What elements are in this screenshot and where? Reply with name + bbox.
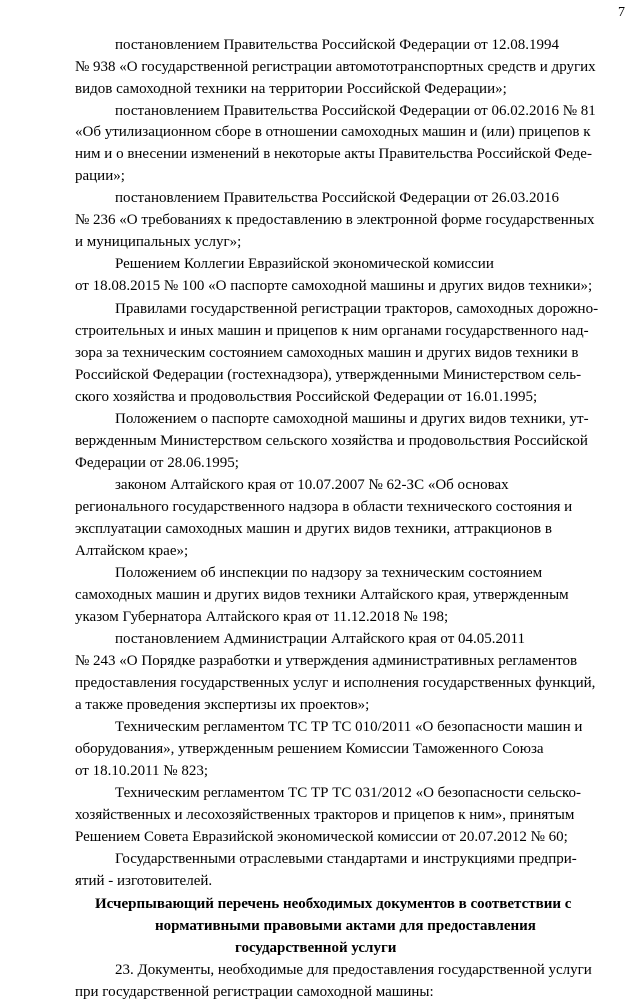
text-line: указом Губернатора Алтайского края от 11.12.2018 № 198;: [75, 609, 449, 625]
text-line: постановлением Правительства Российской Федерации от 12.08.1994: [115, 37, 559, 53]
text-line: при государственной регистрации самоходной машины:: [75, 984, 434, 1000]
page-number: 7: [618, 5, 625, 20]
text-line: Решением Коллегии Евразийской экономической комиссии: [115, 256, 494, 272]
text-line: от 18.08.2015 № 100 «О паспорте самоходной машины и других видов техники»;: [75, 278, 593, 294]
text-line: Техническим регламентом ТС ТР ТС 031/2012 «О безопасности сельско-: [115, 785, 582, 801]
text-line: № 243 «О Порядке разработки и утверждения административных регламентов: [75, 653, 578, 669]
text-line: Государственными отраслевыми стандартами и инструкциями предпри-: [115, 851, 577, 867]
text-line: «Об утилизационном сборе в отношении самоходных машин и (или) прицепов к: [75, 124, 591, 140]
text-line: Положением о паспорте самоходной машины и других видов техники, ут-: [115, 411, 589, 427]
text-line: строительных и иных машин и прицепов к ним органами государственного над-: [75, 323, 589, 339]
text-line: от 18.10.2011 № 823;: [75, 763, 209, 779]
text-line: эксплуатации самоходных машин и других видов техники, аттракционов в: [75, 521, 552, 537]
text-line: видов самоходной техники на территории Российской Федерации»;: [75, 81, 507, 97]
text-line: постановлением Администрации Алтайского края от 04.05.2011: [115, 631, 525, 647]
text-line: а также проведения экспертизы их проектов»;: [75, 697, 370, 713]
section-heading-line: Исчерпывающий перечень необходимых документов в соответствии с: [95, 896, 572, 912]
text-line: Решением Совета Евразийской экономической комиссии от 20.07.2012 № 60;: [75, 829, 568, 845]
text-line: ятий - изготовителей.: [75, 873, 213, 889]
text-line: регионального государственного надзора в области технического состояния и: [75, 499, 573, 515]
text-line: Российской Федерации (гостехнадзора), утвержденными Министерством сель-: [75, 367, 582, 383]
text-line: № 938 «О государственной регистрации автомототранспортных средств и других: [75, 59, 596, 75]
text-line: Федерации от 28.06.1995;: [75, 455, 239, 471]
text-line: Техническим регламентом ТС ТР ТС 010/2011 «О безопасности машин и: [115, 719, 583, 735]
section-heading-line: нормативными правовыми актами для предоставления: [155, 918, 536, 934]
text-line: ним и о внесении изменений в некоторые акты Правительства Российской Феде-: [75, 146, 592, 162]
text-line: 23. Документы, необходимые для предоставления государственной услуги: [115, 962, 592, 978]
text-line: и муниципальных услуг»;: [75, 234, 242, 250]
text-line: зора за техническим состоянием самоходных машин и других видов техники в: [75, 345, 579, 361]
text-line: рации»;: [75, 168, 125, 184]
text-line: постановлением Правительства Российской Федерации от 06.02.2016 № 81: [115, 103, 596, 119]
text-line: Правилами государственной регистрации тракторов, самоходных дорожно-: [115, 301, 599, 317]
text-line: Алтайском крае»;: [75, 543, 189, 559]
section-heading-line: государственной услуги: [235, 940, 397, 956]
text-line: Положением об инспекции по надзору за техническим состоянием: [115, 565, 543, 581]
text-line: хозяйственных и лесохозяйственных тракторов и прицепов к ним», принятым: [75, 807, 575, 823]
text-line: законом Алтайского края от 10.07.2007 № 62-ЗС «Об основах: [115, 477, 509, 493]
text-line: вержденным Министерством сельского хозяйства и продовольствия Российской: [75, 433, 588, 449]
text-line: самоходных машин и других видов техники Алтайского края, утвержденным: [75, 587, 569, 603]
text-line: предоставления государственных услуг и исполнения государственных функций,: [75, 675, 596, 691]
text-line: ского хозяйства и продовольствия Российской Федерации от 16.01.1995;: [75, 389, 538, 405]
text-line: № 236 «О требованиях к предоставлению в электронной форме государственных: [75, 212, 595, 228]
text-line: постановлением Правительства Российской Федерации от 26.03.2016: [115, 190, 559, 206]
text-line: оборудования», утвержденным решением Комиссии Таможенного Союза: [75, 741, 544, 757]
